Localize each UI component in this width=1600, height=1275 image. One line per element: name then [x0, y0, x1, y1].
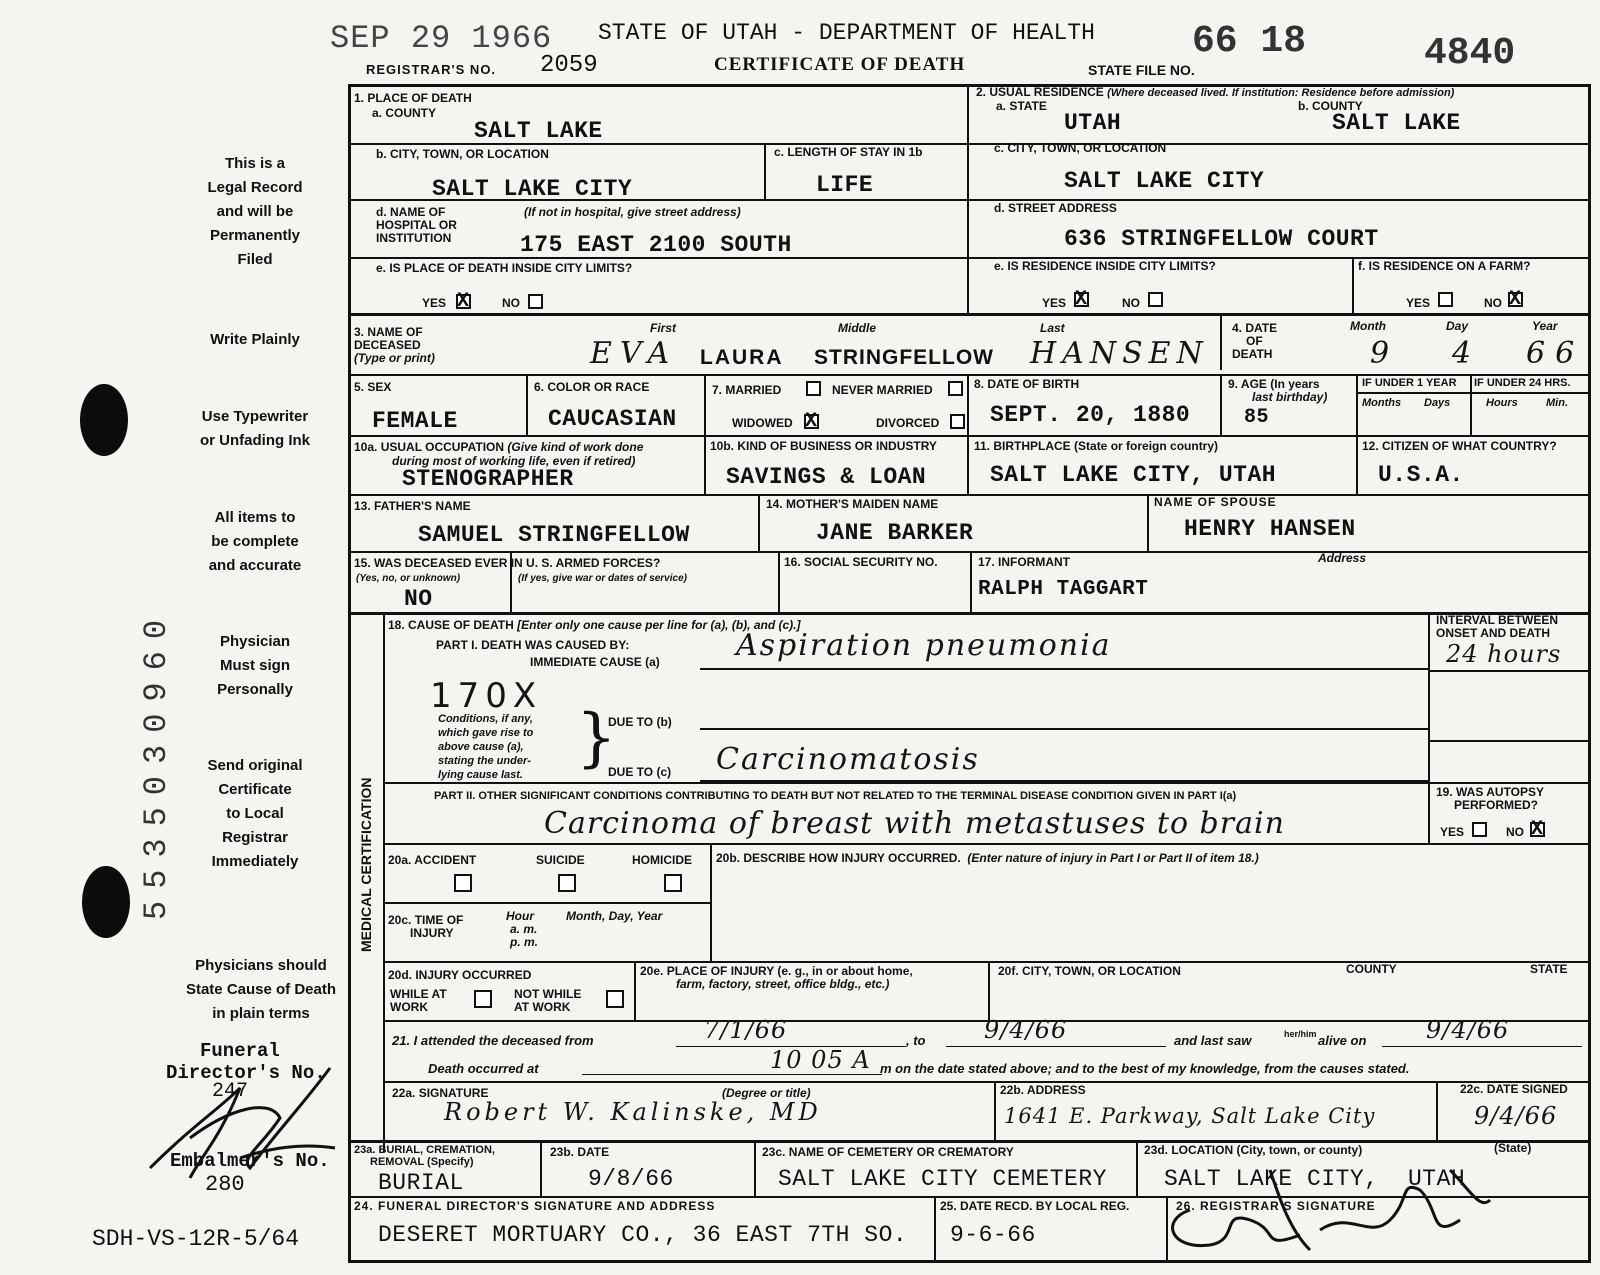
birth-date-value[interactable]: SEPT. 20, 1880 [990, 402, 1191, 428]
divider [383, 961, 1588, 963]
time-injury-label: 20c. TIME OF INJURY [388, 913, 464, 940]
divider [1428, 740, 1588, 742]
autopsy-no-checkbox[interactable] [1530, 822, 1545, 837]
certificate-title: CERTIFICATE OF DEATH [714, 54, 966, 75]
divider [383, 902, 710, 904]
occurred-rest-label: m on the date stated above; and to the best of my knowledge, from the causes stated. [880, 1061, 1410, 1076]
homicide-checkbox[interactable] [664, 874, 682, 892]
divider [700, 668, 1428, 670]
ssn-label: 16. SOCIAL SECURITY NO. [784, 555, 938, 569]
divider [348, 1140, 1590, 1143]
interval-value[interactable]: 24 hours [1446, 640, 1562, 668]
death-city-value[interactable]: SALT LAKE CITY [432, 176, 633, 202]
burial-value[interactable]: BURIAL [378, 1170, 464, 1196]
divider [348, 551, 1590, 553]
registrar-number: 2059 [540, 52, 598, 79]
res-inside-yes-label: YES [1042, 296, 1067, 310]
complete-note: All items to be complete and accurate [208, 509, 302, 574]
business-value[interactable]: SAVINGS & LOAN [726, 464, 927, 490]
occupation-note: during most of working life, even if retired) [392, 454, 636, 468]
autopsy-label: 19. WAS AUTOPSY PERFORMED? [1436, 785, 1545, 812]
divider [1356, 392, 1590, 394]
race-label: 6. COLOR OR RACE [534, 380, 650, 394]
funeral-director-value[interactable]: DESERET MORTUARY CO., 36 EAST 7TH SO. [378, 1222, 908, 1248]
inside-no-checkbox[interactable] [528, 294, 543, 309]
typewriter-note: Use Typewriter or Unfading Ink [200, 408, 310, 449]
farm-label: f. IS RESIDENCE ON A FARM? [1358, 259, 1531, 273]
first-label: First [650, 321, 677, 335]
divider [1356, 435, 1358, 495]
armed-forces-label: 15. WAS DECEASED EVER IN U. S. ARMED FORCES? [354, 556, 661, 570]
homicide-label: HOMICIDE [632, 853, 692, 867]
burial-location-value[interactable]: SALT LAKE CITY, [1164, 1166, 1379, 1192]
physician-address-label: 22b. ADDRESS [1000, 1083, 1086, 1097]
state-file-prefix: 66 18 [1192, 20, 1307, 63]
hours-label: Hours [1486, 397, 1518, 409]
death-month-value[interactable]: 9 [1370, 336, 1392, 371]
age-label: 9. AGE (In years last birthday) [1228, 377, 1328, 404]
last-label: Last [1040, 321, 1065, 335]
due-b-label: DUE TO (b) [608, 715, 672, 729]
divider [970, 551, 972, 613]
death-year-value[interactable]: 66 [1526, 336, 1585, 371]
middle-label: Middle [838, 321, 876, 335]
divider [348, 494, 1590, 496]
divider [1428, 782, 1430, 844]
divider [1356, 374, 1358, 436]
alive-on-line [1382, 1046, 1582, 1047]
due-c-label: DUE TO (c) [608, 765, 672, 779]
divider [348, 612, 1590, 615]
under-24-hrs-label: IF UNDER 24 HRS. [1474, 377, 1571, 389]
divider [700, 728, 1428, 730]
registrar-label: REGISTRAR'S NO. [366, 62, 497, 77]
sex-label: 5. SEX [354, 380, 392, 394]
middle-name-value[interactable]: LAURA [700, 346, 784, 369]
director-number: 247 [212, 1080, 249, 1103]
burial-label: 23a. BURIAL, CREMATION, REMOVAL (Specify) [354, 1144, 495, 1168]
farm-yes-label: YES [1406, 296, 1431, 310]
divider [1220, 374, 1222, 436]
medical-certification-label: MEDICAL CERTIFICATION [358, 777, 374, 952]
divider [754, 1140, 756, 1197]
interval-label: INTERVAL BETWEEN ONSET AND DEATH [1436, 613, 1559, 640]
autopsy-yes-checkbox[interactable] [1472, 822, 1487, 837]
divider [1428, 612, 1430, 782]
divider [348, 374, 1590, 376]
her-him-label: her/him [1284, 1029, 1317, 1039]
form-bottom-border [348, 1260, 1591, 1263]
inside-no-label: NO [502, 296, 520, 310]
father-label: 13. FATHER'S NAME [354, 499, 471, 513]
birthplace-label: 11. BIRTHPLACE (State or foreign country) [974, 439, 1219, 453]
death-city-label: b. CITY, TOWN, OR LOCATION [376, 147, 549, 161]
father-value[interactable]: SAMUEL STRINGFELLOW [418, 522, 690, 548]
birthplace-value[interactable]: SALT LAKE CITY, UTAH [990, 462, 1277, 488]
divider [1428, 670, 1588, 672]
form-right-border [1588, 84, 1591, 1262]
divider [778, 551, 780, 613]
farm-yes-checkbox[interactable] [1438, 292, 1453, 307]
margin-number: 5535030960 [138, 607, 175, 920]
place-injury-label: 20e. PLACE OF INJURY (e. g., in or about home, farm, factory, street, office bldg., etc.) [640, 964, 913, 991]
state-file-number: 4840 [1424, 32, 1516, 75]
age-value[interactable]: 85 [1244, 406, 1270, 429]
hour-label: Hour a. m. p. m. [506, 909, 539, 949]
signature-label: 22a. SIGNATURE [392, 1086, 489, 1100]
degree-label: (Degree or title) [722, 1086, 811, 1100]
injury-how-label: 20b. DESCRIBE HOW INJURY OCCURRED. (Enter nature of injury in Part I or Part II of item 18.) [716, 851, 1259, 865]
mother-label: 14. MOTHER'S MAIDEN NAME [766, 497, 939, 511]
not-while-at-work-checkbox[interactable] [606, 990, 624, 1008]
day-label: Day [1446, 319, 1469, 333]
last-saw-label: and last saw [1174, 1033, 1252, 1048]
director-signature [130, 1048, 360, 1198]
divider [764, 143, 766, 200]
burial-date-value[interactable]: 9/8/66 [588, 1166, 674, 1192]
death-day-value[interactable]: 4 [1452, 336, 1474, 371]
divider [383, 1081, 1588, 1083]
accident-label: 20a. ACCIDENT [388, 853, 477, 867]
never-married-checkbox[interactable] [948, 381, 963, 396]
divorced-label: DIVORCED [876, 416, 940, 430]
res-state-value[interactable]: UTAH [1064, 110, 1122, 136]
director-label: Director's No. [166, 1062, 326, 1084]
days-label: Days [1424, 397, 1451, 409]
res-street-value[interactable]: 636 STRINGFELLOW COURT [1064, 226, 1379, 252]
divorced-checkbox[interactable] [950, 414, 965, 429]
alive-on-value[interactable]: 9/4/66 [1426, 1016, 1510, 1044]
divider [934, 1196, 936, 1260]
form-code: SDH-VS-12R-5/64 [92, 1226, 300, 1252]
county-label: a. COUNTY [372, 106, 437, 120]
name-label: 3. NAME OF DECEASED (Type or print) [354, 325, 435, 365]
due-c-value[interactable]: Carcinomatosis [716, 742, 980, 777]
injury-city-label: 20f. CITY, TOWN, OR LOCATION [998, 964, 1181, 978]
divider [967, 374, 969, 494]
stay-label: c. LENGTH OF STAY IN 1b [774, 145, 923, 159]
divider [540, 1140, 542, 1197]
conditions-brace: } [576, 701, 617, 775]
part1-label: PART I. DEATH WAS CAUSED BY: [436, 638, 630, 652]
cause-code: 170X [430, 676, 543, 716]
cemetery-label: 23c. NAME OF CEMETERY OR CREMATORY [762, 1145, 1014, 1159]
race-value[interactable]: CAUCASIAN [548, 406, 677, 432]
widowed-checkbox[interactable] [804, 414, 819, 429]
armed-value[interactable]: NO [404, 586, 433, 612]
occurred-at-line [582, 1074, 882, 1075]
armed-note: (Yes, no, or unknown) [356, 573, 461, 584]
physician-signature[interactable]: Robert W. Kalinske, MD [444, 1098, 822, 1126]
burial-location-label: 23d. LOCATION (City, town, or county) [1144, 1143, 1363, 1157]
divider [994, 1081, 996, 1140]
hospital-label: d. NAME OF HOSPITAL OR INSTITUTION [376, 205, 457, 245]
inside-yes-checkbox[interactable] [456, 294, 471, 309]
divider [1436, 1081, 1438, 1140]
sex-value[interactable]: FEMALE [372, 408, 458, 434]
injury-state-label: STATE [1530, 962, 1568, 976]
embalmer-number: 280 [205, 1172, 245, 1197]
hospital-note: (If not in hospital, give street address) [524, 205, 741, 219]
not-while-at-work-label: NOT WHILE AT WORK [514, 987, 582, 1014]
attended-to-line [946, 1046, 1166, 1047]
divider [383, 843, 1588, 845]
res-inside-yes-checkbox[interactable] [1074, 292, 1089, 307]
business-label: 10b. KIND OF BUSINESS OR INDUSTRY [710, 439, 937, 453]
punch-hole-bottom [82, 866, 130, 938]
informant-label: 17. INFORMANT [978, 555, 1071, 569]
divider [710, 843, 712, 961]
occurred-at-value[interactable]: 10 05 A [770, 1046, 871, 1074]
res-city-label: c. CITY, TOWN, OR LOCATION [994, 141, 1167, 155]
last-name-value[interactable]: HANSEN [1030, 336, 1209, 371]
suicide-label: SUICIDE [536, 853, 585, 867]
send-original-note: Send original Certificate to Local Registrar Immediately [207, 757, 303, 870]
citizen-label: 12. CITIZEN OF WHAT COUNTRY? [1362, 439, 1557, 453]
state-file-label: STATE FILE NO. [1088, 62, 1195, 78]
res-street-label: d. STREET ADDRESS [994, 201, 1117, 215]
armed-note-2: (If yes, give war or dates of service) [518, 573, 687, 584]
divider [1470, 374, 1472, 436]
injury-county-label: COUNTY [1346, 962, 1397, 976]
divider [348, 313, 1590, 316]
farm-no-label: NO [1484, 296, 1502, 310]
legal-record-note: This is a Legal Record and will be Permanently Filed [207, 155, 303, 268]
date-stamp: SEP 29 1966 [330, 20, 553, 57]
cemetery-value[interactable]: SALT LAKE CITY CEMETERY [778, 1166, 1107, 1192]
informant-address-label: Address [1318, 551, 1367, 565]
month-label: Month [1350, 319, 1386, 333]
part2-value[interactable]: Carcinoma of breast with metastuses to brain [544, 806, 1285, 841]
accident-checkbox[interactable] [454, 874, 472, 892]
form-left-border [348, 84, 351, 1262]
autopsy-yes-label: YES [1440, 825, 1465, 839]
spouse-label: NAME OF SPOUSE [1154, 495, 1277, 509]
write-plainly-note: Write Plainly [210, 331, 300, 348]
birth-date-label: 8. DATE OF BIRTH [974, 377, 1080, 391]
divider [634, 961, 636, 1021]
residence-label: 2. USUAL RESIDENCE (Where deceased lived. If institution: Residence before admission) [976, 85, 1455, 99]
date-signed-label: 22c. DATE SIGNED [1460, 1082, 1568, 1096]
married-checkbox[interactable] [806, 381, 821, 396]
immediate-cause-value[interactable]: Aspiration pneumonia [736, 628, 1112, 663]
funeral-label: Funeral [200, 1040, 280, 1062]
while-at-work-label: WHILE AT WORK [390, 987, 447, 1014]
res-county-label: b. COUNTY [1298, 99, 1363, 113]
agency-title: STATE OF UTAH - DEPARTMENT OF HEALTH [598, 20, 1095, 46]
place-of-death-label: 1. PLACE OF DEATH [354, 91, 472, 105]
hospital-value[interactable]: 175 EAST 2100 SOUTH [520, 232, 792, 258]
res-inside-no-label: NO [1122, 296, 1140, 310]
part2-label: PART II. OTHER SIGNIFICANT CONDITIONS CONTRIBUTING TO DEATH BUT NOT RELATED TO THE TERMINAL DISEASE CONDITION GIVEN IN PART I(a) [434, 790, 1237, 802]
occupation-label: 10a. USUAL OCCUPATION (Give kind of work done [354, 440, 644, 454]
alive-on-label: alive on [1318, 1033, 1367, 1048]
never-married-label: NEVER MARRIED [832, 383, 933, 397]
burial-date-label: 23b. DATE [550, 1145, 610, 1159]
stay-value[interactable]: LIFE [816, 172, 874, 198]
mdy-label: Month, Day, Year [566, 909, 663, 923]
divider [348, 435, 1590, 437]
inside-city-label: e. IS PLACE OF DEATH INSIDE CITY LIMITS? [376, 261, 633, 275]
date-of-death-label: 4. DATE OF DEATH [1232, 321, 1278, 361]
cause-label: 18. CAUSE OF DEATH [Enter only one cause per line for (a), (b), and (c).] [388, 618, 801, 632]
divider [526, 374, 528, 436]
mother-value[interactable]: JANE BARKER [816, 520, 974, 546]
physician-note: Physician Must sign Personally [217, 633, 293, 698]
divider [1136, 1140, 1138, 1197]
date-signed-value[interactable]: 9/4/66 [1474, 1102, 1558, 1130]
divider [988, 961, 990, 1021]
date-recd-value[interactable]: 9-6-66 [950, 1222, 1036, 1248]
registrar-signature-label: 26. REGISTRAR'S SIGNATURE [1176, 1199, 1376, 1213]
divider [758, 494, 760, 552]
married-label: 7. MARRIED [712, 383, 782, 397]
months-label: Months [1362, 397, 1402, 409]
farm-no-checkbox[interactable] [1508, 292, 1523, 307]
attended-from-value[interactable]: 7/1/66 [704, 1016, 788, 1044]
occupation-value[interactable]: STENOGRAPHER [402, 466, 574, 492]
under-1-year-label: IF UNDER 1 YEAR [1362, 377, 1457, 389]
inside-yes-label: YES [422, 296, 447, 310]
burial-state-label: (State) [1494, 1141, 1532, 1155]
date-recd-label: 25. DATE RECD. BY LOCAL REG. [940, 1199, 1130, 1213]
res-inside-label: e. IS RESIDENCE INSIDE CITY LIMITS? [994, 259, 1216, 273]
widowed-label: WIDOWED [732, 416, 793, 430]
suicide-checkbox[interactable] [558, 874, 576, 892]
res-state-label: a. STATE [996, 99, 1047, 113]
injury-occurred-label: 20d. INJURY OCCURRED [388, 968, 532, 982]
attended-to-value[interactable]: 9/4/66 [984, 1016, 1068, 1044]
occurred-at-label: Death occurred at [428, 1061, 539, 1076]
while-at-work-checkbox[interactable] [474, 990, 492, 1008]
first-name-value[interactable]: EVA [590, 336, 678, 371]
res-inside-no-checkbox[interactable] [1148, 292, 1163, 307]
divider [1147, 494, 1149, 552]
embalmer-label: Embalmer's No. [170, 1150, 330, 1172]
informant-value[interactable]: RALPH TAGGART [978, 578, 1149, 601]
divider [704, 435, 706, 495]
attended-to-label: , to [906, 1033, 926, 1048]
res-city-value[interactable]: SALT LAKE CITY [1064, 168, 1265, 194]
punch-hole-top [80, 384, 128, 456]
divider [383, 782, 1588, 784]
spouse-value[interactable]: HENRY HANSEN [1184, 516, 1356, 542]
physician-address[interactable]: 1641 E. Parkway, Salt Lake City [1004, 1104, 1376, 1128]
funeral-director-label: 24. FUNERAL DIRECTOR'S SIGNATURE AND ADDRESS [354, 1199, 716, 1213]
res-county-value[interactable]: SALT LAKE [1332, 110, 1461, 136]
middle-name2-value[interactable]: STRINGFELLOW [814, 346, 994, 369]
burial-state-value[interactable]: UTAH [1408, 1166, 1466, 1192]
death-county-value[interactable]: SALT LAKE [474, 118, 603, 144]
min-label: Min. [1546, 397, 1568, 409]
immediate-label: IMMEDIATE CAUSE (a) [530, 655, 660, 669]
registrar-signature [1150, 1150, 1540, 1260]
conditions-label: Conditions, if any, which gave rise to above cause (a), stating the under- lying cause last. [438, 713, 534, 781]
autopsy-no-label: NO [1506, 825, 1524, 839]
divider [704, 374, 706, 436]
attended-label: 21. I attended the deceased from [392, 1033, 594, 1048]
divider [1352, 257, 1354, 314]
divider [383, 612, 385, 1152]
citizen-value[interactable]: U.S.A. [1378, 462, 1464, 488]
year-label: Year [1532, 319, 1558, 333]
cause-plain-terms-note: Physicians should State Cause of Death in plain terms [185, 957, 337, 1022]
divider [1220, 313, 1222, 370]
